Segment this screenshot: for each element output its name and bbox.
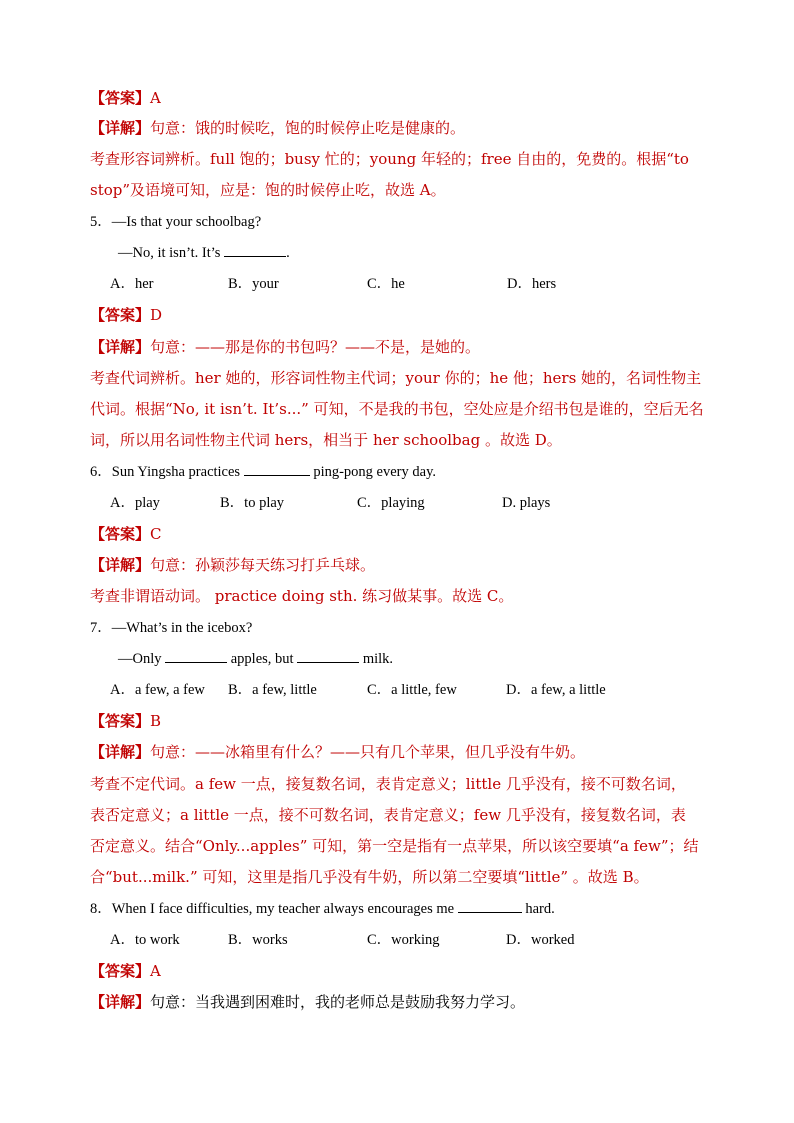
- answer-line: [90, 88, 161, 108]
- answer-blank: [165, 649, 227, 663]
- question-text: hard.: [525, 901, 555, 917]
- question-text: ping-pong every day.: [313, 464, 437, 480]
- analysis-text: stop”及语境可知，应是：饱的时候停止吃，故选 A。: [90, 181, 446, 199]
- explain-line: [90, 992, 525, 1012]
- answer-value: A: [150, 962, 161, 980]
- question-text: —Is that your schoolbag?: [111, 214, 262, 230]
- answer-blank: [458, 899, 522, 913]
- option-c: C．he: [367, 276, 405, 292]
- answer-label: 【答案】: [90, 962, 151, 980]
- answer-label: 【答案】: [90, 712, 151, 730]
- reply-text: —No, it isn’t. It’s: [118, 245, 221, 261]
- analysis-text: 合“but...milk.” 可知，这里是指几乎没有牛奶，所以第二空要填“little” 。故选 B。: [90, 868, 649, 886]
- answer-label: 【答案】: [90, 89, 151, 107]
- option-d: D．a few, a little: [506, 682, 606, 698]
- option-d: D．worked: [506, 932, 575, 948]
- explain-label: 【详解】: [90, 743, 151, 761]
- option-a: A．to work: [110, 932, 180, 948]
- analysis-text: 表否定意义；a little 一点，接不可数名词，表肯定意义；few 几乎没有，接复数名词，表: [90, 806, 686, 824]
- answer-value: B: [150, 712, 162, 730]
- option-a: A．her: [110, 276, 154, 292]
- analysis-text: 否定意义。结合“Only...apples” 可知，第一空是指有一点苹果，所以该空要填“a few”；结: [90, 837, 699, 855]
- option-b: B．to play: [220, 495, 285, 511]
- answer-blank: [244, 462, 310, 476]
- answer-blank: [224, 243, 286, 257]
- reply-text: —Only: [118, 651, 162, 667]
- question-reply: [118, 649, 393, 669]
- question-stem: [90, 462, 436, 482]
- answer-line: [90, 524, 162, 544]
- option-b: B．works: [228, 932, 288, 948]
- question-text: When I face difficulties, my teacher always encourages me: [111, 901, 455, 917]
- explain-line: [90, 742, 585, 762]
- answer-line: [90, 711, 161, 731]
- option-d: D．hers: [507, 276, 557, 292]
- question-stem: [90, 618, 252, 638]
- question-number: 7．: [90, 620, 112, 636]
- explain-line: [90, 555, 375, 575]
- question-number: 8．: [90, 901, 112, 917]
- answer-value: C: [150, 525, 162, 543]
- answer-label: 【答案】: [90, 525, 151, 543]
- question-number: 6．: [90, 464, 112, 480]
- question-text: —What’s in the icebox?: [111, 620, 253, 636]
- reply-text: .: [286, 245, 290, 261]
- reply-text: milk.: [362, 651, 394, 667]
- answer-line: [90, 961, 161, 981]
- analysis-text: 考查不定代词。a few 一点，接复数名词，表肯定意义；little 几乎没有，接不可数名词，: [90, 775, 686, 793]
- question-reply: [118, 243, 290, 263]
- explain-meaning: 句意：——冰箱里有什么？——只有几个苹果，但几乎没有牛奶。: [150, 743, 586, 761]
- explain-meaning: 句意：当我遇到困难时，我的老师总是鼓励我努力学习。: [150, 993, 526, 1011]
- explain-meaning: 句意：孙颖莎每天练习打乒乓球。: [150, 556, 376, 574]
- question-number: 5．: [90, 214, 112, 230]
- explain-label: 【详解】: [90, 556, 151, 574]
- question-stem: [90, 899, 555, 919]
- reply-text: apples, but: [230, 651, 294, 667]
- answer-value: D: [150, 306, 163, 324]
- question-stem: [90, 212, 261, 232]
- analysis-text: 考查非谓语动词。 practice doing sth. 练习做某事。故选 C。: [90, 587, 514, 605]
- answer-label: 【答案】: [90, 306, 151, 324]
- answer-blank: [297, 649, 359, 663]
- option-a: A．play: [110, 495, 160, 511]
- explain-label: 【详解】: [90, 119, 151, 137]
- answer-line: [90, 305, 162, 325]
- explain-meaning: 句意：——那是你的书包吗？——不是，是她的。: [150, 338, 481, 356]
- explain-label: 【详解】: [90, 338, 151, 356]
- option-c: C．a little, few: [367, 682, 457, 698]
- explain-line: [90, 337, 480, 357]
- analysis-text: 考查形容词辨析。full 饱的；busy 忙的；young 年轻的；free 自由的，免费的。根据“to: [90, 150, 689, 168]
- explain-meaning: 句意：饿的时候吃，饱的时候停止吃是健康的。: [150, 119, 466, 137]
- option-c: C．working: [367, 932, 440, 948]
- analysis-text: 词，所以用名词性物主代词 hers，相当于 her schoolbag 。故选 D。: [90, 431, 562, 449]
- explain-line: [90, 118, 465, 138]
- explain-label: 【详解】: [90, 993, 151, 1011]
- analysis-text: 考查代词辨析。her 她的，形容词性物主代词；your 你的；he 他；hers 她的，名词性物主: [90, 369, 702, 387]
- answer-value: A: [150, 89, 161, 107]
- option-d: D. plays: [502, 495, 551, 511]
- option-c: C．playing: [357, 495, 425, 511]
- option-b: B．a few, little: [228, 682, 317, 698]
- question-text: Sun Yingsha practices: [111, 464, 241, 480]
- analysis-text: 代词。根据“No, it isn’t. It’s...” 可知，不是我的书包，空处应是介绍书包是谁的，空后无名: [90, 400, 704, 418]
- option-b: B．your: [228, 276, 279, 292]
- option-a: A．a few, a few: [110, 682, 205, 698]
